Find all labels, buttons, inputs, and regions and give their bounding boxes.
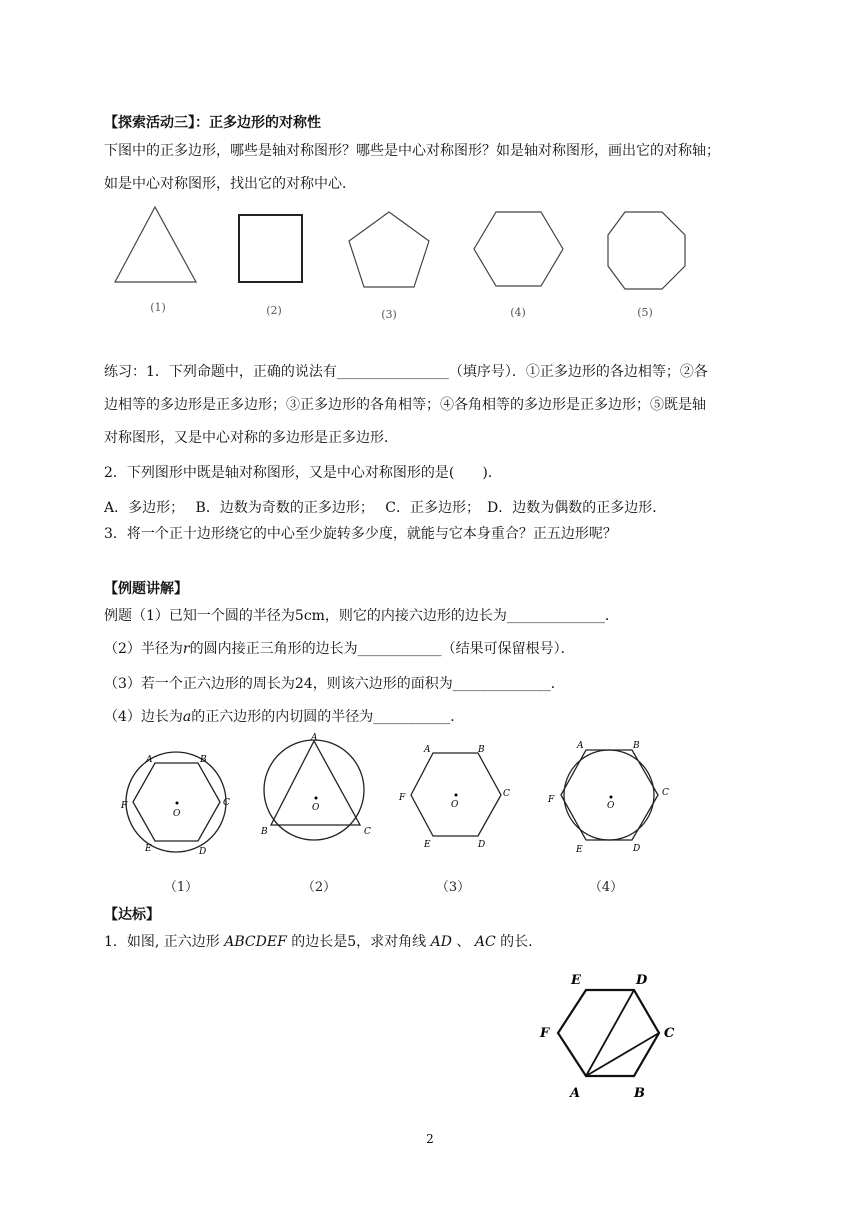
examples-title: 【例题讲解】	[104, 581, 188, 597]
page-number: 2	[426, 1132, 434, 1146]
practice-q2: 2．下列图形中既是轴对称图形，又是中心对称图形的是( )．	[104, 465, 502, 481]
label-d-fig1: D	[199, 847, 207, 857]
label-a-fig2: A	[311, 733, 318, 743]
label-b-fig2: B	[261, 827, 268, 837]
section-title: 【探索活动三】：正多边形的对称性	[104, 115, 321, 131]
example-4: （4）边长为a的正六边形的内切圆的半径为___________．	[104, 709, 465, 725]
label-d-fig3: D	[478, 840, 486, 850]
label-d-fig4: D	[633, 844, 641, 854]
example-3: （3）若一个正六边形的周长为24，则该六边形的面积为______________．	[104, 676, 565, 692]
practice-q2-options: A．多边形； B．边数为奇数的正多边形； C．正多边形； D．边数为偶数的正多边形．	[104, 500, 667, 516]
section-paragraph-1: 下图中的正多边形，哪些是轴对称图形？哪些是中心对称图形？如是轴对称图形，画出它的对称轴；	[104, 143, 720, 159]
octagon-figure	[608, 212, 685, 289]
caption-5: (5)	[637, 306, 653, 319]
caption-2: (2)	[266, 304, 282, 317]
practice-q3: 3．将一个正十边形绕它的中心至少旋转多少度，就能与它本身重合？正五边形呢？	[104, 526, 617, 542]
label-e-hex: E	[571, 973, 581, 988]
label-b-fig4: B	[633, 741, 640, 751]
example-caption-2: （2）	[301, 880, 337, 895]
practice-q1-line3: 对称图形，又是中心对称的多边形是正多边形．	[104, 430, 398, 446]
example-figure-2	[264, 740, 364, 840]
label-c-fig1: C	[223, 798, 230, 808]
pentagon-figure	[349, 212, 429, 287]
label-c-hex: C	[664, 1026, 675, 1041]
label-c-fig4: C	[662, 788, 669, 798]
example-figure-4	[561, 750, 658, 840]
example-caption-1: （1）	[163, 880, 199, 895]
standard-title: 【达标】	[104, 907, 160, 923]
example-figure-3	[411, 753, 501, 836]
label-a-fig4: A	[577, 741, 584, 751]
label-a-hex: A	[570, 1086, 581, 1101]
label-o-fig3: O	[451, 800, 459, 810]
caption-1: (1)	[150, 301, 166, 314]
label-o-fig2: O	[312, 803, 320, 813]
example-figure-1	[126, 752, 226, 852]
example-2: （2）半径为r的圆内接正三角形的边长为____________（结果可保留根号）．	[104, 641, 575, 657]
example-caption-4: （4）	[588, 880, 624, 895]
square-figure	[239, 215, 302, 282]
label-b-fig1: B	[200, 755, 207, 765]
label-e-fig1: E	[145, 844, 152, 854]
label-f-fig3: F	[399, 793, 406, 803]
section-paragraph-2: 如是中心对称图形，找出它的对称中心．	[104, 176, 356, 192]
example-1: 例题（1）已知一个圆的半径为5cm，则它的内接六边形的边长为______________．	[104, 608, 619, 624]
label-d-hex: D	[636, 973, 648, 988]
label-b-hex: B	[634, 1086, 645, 1101]
example-caption-3: （3）	[435, 880, 471, 895]
label-e-fig4: E	[576, 845, 583, 855]
label-c-fig2: C	[364, 827, 371, 837]
caption-3: (3)	[381, 308, 397, 321]
label-b-fig3: B	[478, 745, 485, 755]
standard-q1: 1．如图, 正六边形 ABCDEF 的边长是5，求对角线 AD 、 AC 的长.	[104, 934, 533, 950]
label-o-fig4: O	[607, 801, 615, 811]
caption-4: (4)	[510, 306, 526, 319]
label-f-fig4: F	[548, 795, 555, 805]
label-f-hex: F	[540, 1026, 550, 1041]
label-o-fig1: O	[173, 809, 181, 819]
practice-q1-line1: 练习：1．下列命题中，正确的说法有________________（填序号）．①正多边形的各边相等；②各	[104, 364, 708, 380]
label-a-fig1: A	[146, 755, 153, 765]
triangle-figure	[115, 207, 196, 282]
label-f-fig1: F	[121, 801, 128, 811]
label-e-fig3: E	[424, 840, 431, 850]
label-a-fig3: A	[424, 745, 431, 755]
hexagon-abcdef-figure	[558, 990, 659, 1076]
hexagon-figure	[474, 212, 563, 286]
practice-q1-line2: 边相等的多边形是正多边形；③正多边形的各角相等；④各角相等的多边形是正多边形；⑤既是轴	[104, 397, 706, 413]
label-c-fig3: C	[503, 789, 510, 799]
